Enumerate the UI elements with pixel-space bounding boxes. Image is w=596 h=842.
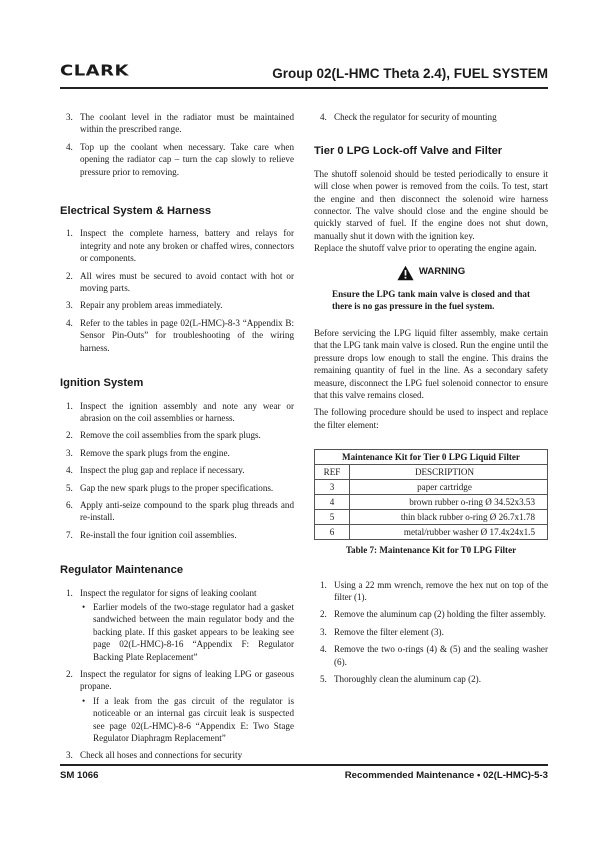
item-text: Repair any problem areas immediately.	[80, 300, 223, 311]
table-cell-description: metal/rubber washer Ø 17.4x24x1.5	[350, 525, 548, 540]
item-text: Inspect the plug gap and replace if necessary.	[80, 465, 245, 476]
item-number: 3.	[66, 750, 73, 761]
table-cell-description: brown rubber o-ring Ø 34.52x3.53	[350, 495, 548, 510]
list-item	[60, 447, 294, 459]
cooling-list	[60, 111, 294, 178]
item-text: Inspect the complete harness, battery and relays for integrity and note any broken or chaffed wires, connectors or components.	[80, 228, 294, 264]
item-text: Remove the coil assemblies from the spark plugs.	[80, 430, 261, 441]
table-row	[315, 480, 548, 495]
item-text: Inspect the regulator for signs of leaking coolant	[80, 587, 257, 598]
bullet-text: If a leak from the gas circuit of the regulator is noticeable or an internal gas circuit leak is suspected see page 02(L-HMC)-8-6 “Appendix E: Two Stage Regulator Diaphragm Replacement”	[93, 695, 294, 744]
page-header	[60, 60, 548, 84]
item-text: The coolant level in the radiator must be maintained within the prescribed range.	[80, 112, 294, 135]
lockoff-paragraph-2: Replace the shutoff valve prior to operating the engine again.	[314, 243, 537, 254]
list-item	[314, 673, 548, 685]
item-number: 1.	[66, 400, 73, 411]
page-title: Group 02(L-HMC Theta 2.4), FUEL SYSTEM	[272, 66, 548, 81]
bullet-icon: •	[82, 601, 86, 612]
list-item	[314, 626, 548, 638]
bullet-text: Earlier models of the two-stage regulator had a gasket sandwiched between the main regulator body and the backing plate. If this gasket appears to be leaking see page 02(L-HMC)-8-16 “Appendix F: Regulator Backing Plate Replacement”	[93, 601, 294, 662]
item-number: 4.	[66, 141, 73, 152]
regulator-heading: Regulator Maintenance	[60, 564, 184, 577]
item-text: Inspect the regulator for signs of leaking LPG or gaseous propane.	[80, 669, 294, 692]
table-row	[315, 495, 548, 510]
list-item	[60, 299, 294, 311]
item-text: Inspect the ignition assembly and note any wear or abrasion on the coil assemblies or harness.	[80, 400, 294, 423]
item-text: Top up the coolant when necessary. Take care when opening the radiator cap – turn the cap slowly to relieve pressure prior to removing.	[80, 141, 294, 177]
warning-text: Ensure the LPG tank main valve is closed and that there is no gas pressure in the fuel system.	[332, 289, 530, 312]
item-number: 4.	[66, 317, 73, 328]
bullet-item	[80, 601, 294, 663]
table-cell-ref: 3	[315, 480, 350, 495]
warning-title: WARNING	[418, 266, 466, 278]
warning-box	[314, 265, 548, 313]
header-divider	[60, 87, 548, 89]
item-number: 3.	[66, 112, 73, 122]
column-header-description: DESCRIPTION	[350, 465, 548, 480]
list-item	[60, 668, 294, 744]
list-item	[314, 608, 548, 620]
table-cell-description: thin black rubber o-ring Ø 26.7x1.78	[350, 510, 548, 525]
item-text: Check the regulator for security of mounting	[334, 112, 497, 122]
list-item	[60, 482, 294, 494]
table-cell-description: paper cartridge	[350, 480, 548, 495]
table-cell-ref: 4	[315, 495, 350, 510]
ignition-list	[60, 400, 294, 542]
item-text: Remove the aluminum cap (2) holding the filter assembly.	[334, 609, 546, 620]
item-number: 7.	[66, 529, 73, 540]
item-number: 4.	[320, 644, 327, 655]
lockoff-paragraph: The shutoff solenoid should be tested periodically to ensure it will close when power is removed from the coils. To test, start the engine and then disconnect the solenoid wire harness connector. The valve should close and the engine should be quickly starved of fuel. If the engine does not shut down, manually shut it down with the ignition key.	[314, 168, 548, 241]
table-cell-ref: 6	[315, 525, 350, 540]
item-number: 1.	[66, 228, 73, 239]
list-item	[60, 141, 294, 178]
item-number: 3.	[66, 300, 73, 311]
bullet-icon: •	[82, 695, 86, 706]
list-item	[60, 499, 294, 524]
list-item	[60, 317, 294, 354]
item-text: Check all hoses and connections for security	[80, 750, 243, 761]
item-number: 4.	[320, 112, 327, 122]
lockoff-heading: Tier 0 LPG Lock-off Valve and Filter	[314, 145, 503, 158]
item-number: 1.	[320, 579, 327, 590]
warning-icon	[397, 265, 414, 281]
item-number: 5.	[320, 673, 327, 684]
item-number: 2.	[320, 609, 327, 620]
list-item	[60, 111, 294, 136]
item-number: 2.	[66, 669, 73, 679]
ignition-heading: Ignition System	[60, 377, 144, 390]
list-item	[314, 579, 548, 604]
table-caption: Table 7: Maintenance Kit for T0 LPG Filter	[345, 545, 517, 556]
table-cell-ref: 5	[315, 510, 350, 525]
filter-steps-list	[314, 579, 548, 686]
item-number: 5.	[66, 482, 73, 493]
item-text: All wires must be secured to avoid contact with hot or moving parts.	[80, 270, 294, 294]
item-text: Apply anti-seize compound to the spark plug threads and re-install.	[80, 499, 294, 523]
item-number: 4.	[66, 465, 73, 476]
item-text: Remove the spark plugs from the engine.	[80, 447, 230, 458]
regulator-list-cont	[314, 111, 548, 123]
table-row	[315, 510, 548, 525]
item-number: 3.	[66, 447, 73, 458]
list-item	[60, 270, 294, 295]
filter-paragraph-2: The following procedure should be used to inspect and replace the filter element:	[314, 407, 548, 430]
list-item	[60, 749, 294, 761]
warning-heading	[397, 265, 465, 281]
regulator-list	[60, 587, 294, 762]
sub-bullet-list	[80, 695, 294, 745]
bullet-item	[80, 695, 294, 745]
item-text: Re-install the four ignition coil assemblies.	[80, 529, 237, 540]
electrical-list	[60, 227, 294, 354]
item-text: Gap the new spark plugs to the proper specifications.	[80, 482, 274, 493]
item-number: 1.	[66, 587, 73, 598]
column-header-ref: REF	[315, 465, 350, 480]
manual-number: SM 1066	[60, 770, 99, 781]
table-header-row	[315, 465, 548, 480]
filter-paragraph: Before servicing the LPG liquid filter assembly, make certain that the LPG tank main valve is closed. Run the engine until the pressure drops low enough to stall the engine. This drains the remaining quantity of fuel in the line. As a secondary safety measure, disconnect the LPG fuel solenoid connector to ensure that this valve remains closed.	[314, 327, 548, 400]
list-item	[60, 400, 294, 425]
item-number: 2.	[66, 430, 73, 441]
list-item	[60, 227, 294, 264]
list-item	[314, 643, 548, 668]
item-text: Refer to the tables in page 02(L-HMC)-8-3 “Appendix B: Sensor Pin-Outs” for troubleshooting of the wiring harness.	[80, 317, 294, 353]
item-number: 2.	[66, 270, 73, 281]
item-number: 3.	[320, 626, 327, 637]
list-item	[60, 529, 294, 541]
left-column	[60, 111, 294, 767]
electrical-heading: Electrical System & Harness	[60, 205, 212, 218]
sub-bullet-list	[80, 601, 294, 663]
clark-logo: CLARK	[60, 62, 129, 80]
list-item	[60, 587, 294, 663]
item-text: Remove the two o-rings (4) & (5) and the sealing washer (6).	[334, 644, 548, 667]
table-title: Maintenance Kit for Tier 0 LPG Liquid Filter	[315, 450, 548, 465]
right-column	[314, 111, 548, 690]
footer-divider	[60, 764, 548, 766]
list-item	[60, 464, 294, 476]
item-text: Using a 22 mm wrench, remove the hex nut on top of the filter (1).	[334, 579, 548, 602]
list-item	[314, 111, 548, 123]
maintenance-kit-table	[314, 449, 548, 540]
table-row	[315, 525, 548, 540]
item-text: Thoroughly clean the aluminum cap (2).	[334, 673, 481, 684]
item-text: Remove the filter element (3).	[334, 626, 444, 637]
list-item	[60, 429, 294, 441]
item-number: 6.	[66, 499, 73, 510]
page-reference: Recommended Maintenance • 02(L-HMC)-5-3	[344, 770, 548, 781]
